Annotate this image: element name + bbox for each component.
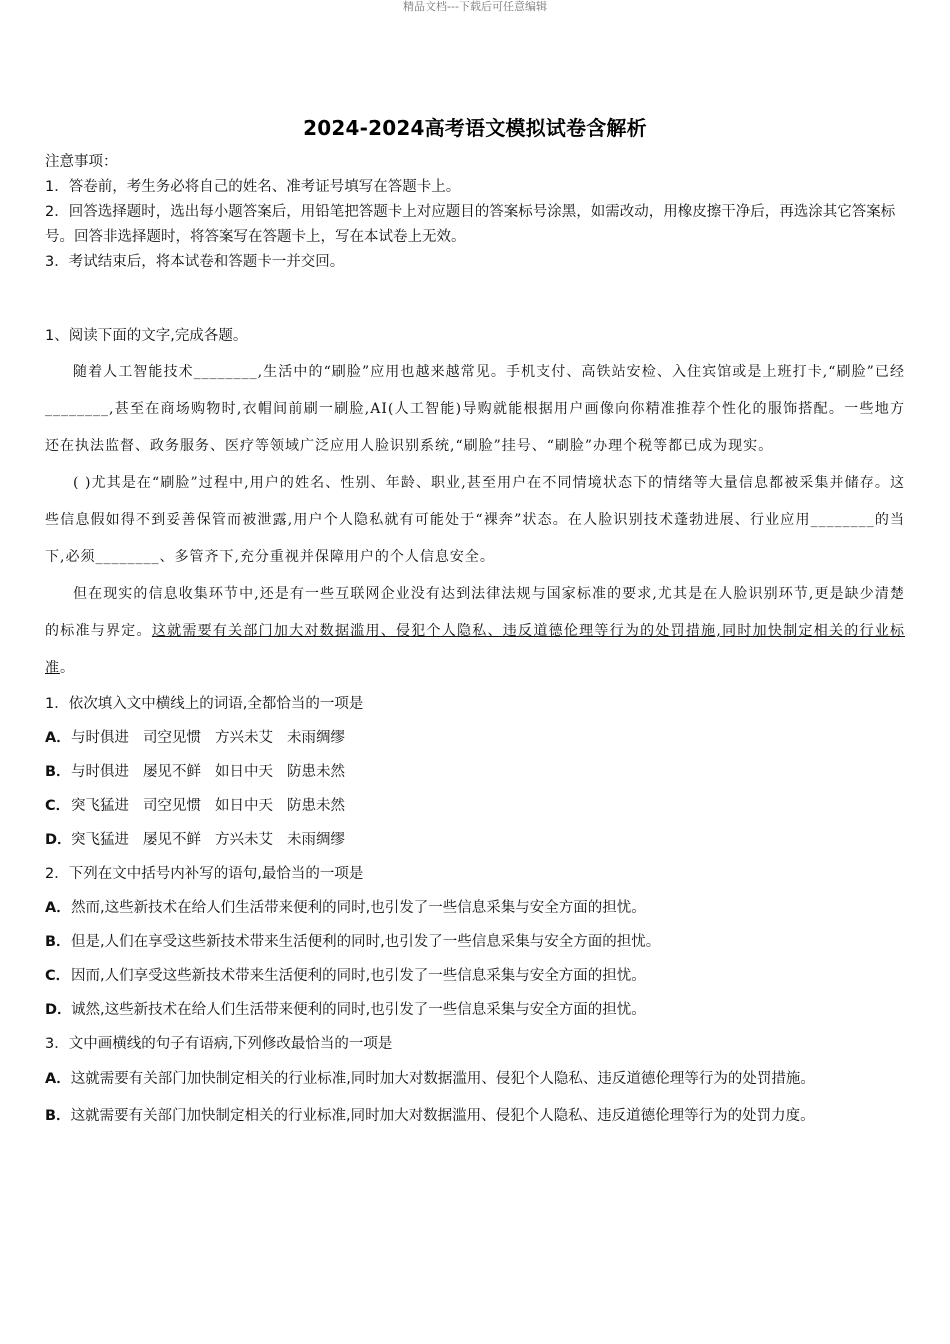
option-word: 防患未然 [287, 798, 345, 814]
option-words [71, 721, 359, 755]
notes-section [45, 150, 905, 275]
option-row [45, 721, 905, 755]
option-letter: C． [45, 798, 71, 814]
option-letter: D． [45, 832, 72, 848]
passage-end-punct: 。 [60, 660, 75, 676]
option-text: 诚然,这些新技术在给人们生活带来便利的同时,也引发了一些信息采集与安全方面的担忧。 [71, 1002, 646, 1018]
option-text: 因而,人们享受这些新技术带来生活便利的同时,也引发了一些信息采集与安全方面的担忧。 [71, 968, 646, 984]
option-text: 但是,人们在享受这些新技术带来生活便利的同时,也引发了一些信息采集与安全方面的担忧。 [71, 934, 661, 950]
question-heading: 1、阅读下面的文字,完成各题。 [45, 328, 248, 344]
sub-questions [45, 687, 905, 1135]
option-row [45, 1061, 905, 1098]
option-letter: B． [45, 934, 71, 950]
option-word: 未雨绸缪 [287, 832, 345, 848]
option-letter: A． [45, 730, 71, 746]
option-row [45, 925, 905, 959]
option-word: 屡见不鲜 [143, 832, 201, 848]
sub-question-stem: 2．下列在文中括号内补写的语句,最恰当的一项是 [45, 866, 364, 882]
option-word: 方兴未艾 [215, 832, 273, 848]
notes-item: 1．答卷前，考生务必将自己的姓名、准考证号填写在答题卡上。 [45, 179, 461, 195]
option-letter: C． [45, 968, 71, 984]
page-title: 2024-2024高考语文模拟试卷含解析 [303, 116, 647, 140]
option-row [45, 1098, 905, 1135]
option-text: 这就需要有关部门加快制定相关的行业标准,同时加大对数据滥用、侵犯个人隐私、违反道德伦理等行为的处罚力度。 [70, 1108, 815, 1124]
option-word: 突飞猛进 [71, 798, 129, 814]
watermark: 精品文档---下载后可任意编辑 [403, 0, 547, 13]
option-word: 如日中天 [215, 798, 273, 814]
sub-question-stem: 1．依次填入文中横线上的词语,全都恰当的一项是 [45, 696, 364, 712]
option-word: 突飞猛进 [71, 832, 129, 848]
option-word: 司空见惯 [143, 798, 201, 814]
option-word: 未雨绸缪 [287, 730, 345, 746]
option-words [71, 755, 359, 789]
option-word: 与时俱进 [71, 764, 129, 780]
option-letter: A． [45, 1071, 71, 1087]
option-word: 方兴未艾 [215, 730, 273, 746]
option-word: 如日中天 [215, 764, 273, 780]
question-section [45, 322, 905, 1135]
option-word: 屡见不鲜 [143, 764, 201, 780]
option-row [45, 993, 905, 1027]
notes-item: 2．回答选择题时，选出每小题答案后，用铅笔把答题卡上对应题目的答案标号涂黑，如需改动，用橡皮擦干净后，再选涂其它答案标号。回答非选择题时，将答案写在答题卡上，写在本试卷上无效。 [45, 204, 896, 245]
option-row [45, 891, 905, 925]
passage-text: 但在现实的信息收集环节中,还是有一些互联网企业没有达到法律法规与国家标准的要求,尤其是在人脸识别环节,更是缺少清楚的标准与界定。 [45, 586, 905, 639]
option-text: 然而,这些新技术在给人们生活带来便利的同时,也引发了一些信息采集与安全方面的担忧。 [71, 900, 646, 916]
option-row [45, 959, 905, 993]
option-letter: B． [45, 764, 71, 780]
option-word: 防患未然 [287, 764, 345, 780]
option-words [71, 823, 359, 857]
underlined-sentence: 这就需要有关部门加大对数据滥用、侵犯个人隐私、违反道德伦理等行为的处罚措施,同时加快制定相关的行业标准 [45, 623, 906, 676]
option-row [45, 823, 905, 857]
option-word: 与时俱进 [71, 730, 129, 746]
option-word: 司空见惯 [143, 730, 201, 746]
sub-question-stem: 3．文中画横线的句子有语病,下列修改最恰当的一项是 [45, 1036, 393, 1052]
notes-item: 3．考试结束后，将本试卷和答题卡一并交回。 [45, 254, 345, 270]
option-row [45, 755, 905, 789]
option-text: 这就需要有关部门加快制定相关的行业标准,同时加大对数据滥用、侵犯个人隐私、违反道德伦理等行为的处罚措施。 [70, 1071, 815, 1087]
passage-paragraph [45, 576, 905, 687]
option-words [71, 789, 359, 823]
passage-paragraph: ( )尤其是在“刷脸”过程中,用户的姓名、性别、年龄、职业,甚至用户在不同情境状态下的情绪等大量信息都被采集并储存。这些信息假如得不到妥善保管而被泄露,用户个人隐私就有可能处于“裸奔”状态。在人脸识别技术蓬勃进展、行业应用________的当下,必须________、多管齐下,充分重视并保障用户的个人信息安全。 [45, 475, 905, 565]
option-letter: D． [45, 1002, 72, 1018]
option-letter: A． [45, 900, 71, 916]
reading-passage [45, 354, 905, 687]
notes-heading: 注意事项： [45, 154, 118, 170]
option-row [45, 789, 905, 823]
option-letter: B． [45, 1108, 71, 1124]
passage-paragraph: 随着人工智能技术________,生活中的“刷脸”应用也越来越常见。手机支付、高铁站安检、入住宾馆或是上班打卡,“刷脸”已经________,甚至在商场购物时,衣帽间前刷一刷脸,AI(人工智能)导购就能根据用户画像向你精准推荐个性化的服饰搭配。一些地方还在执法监督、政务服务、医疗等领域广泛应用人脸识别系统,“刷脸”挂号、“刷脸”办理个税等都已成为现实。 [45, 364, 905, 454]
